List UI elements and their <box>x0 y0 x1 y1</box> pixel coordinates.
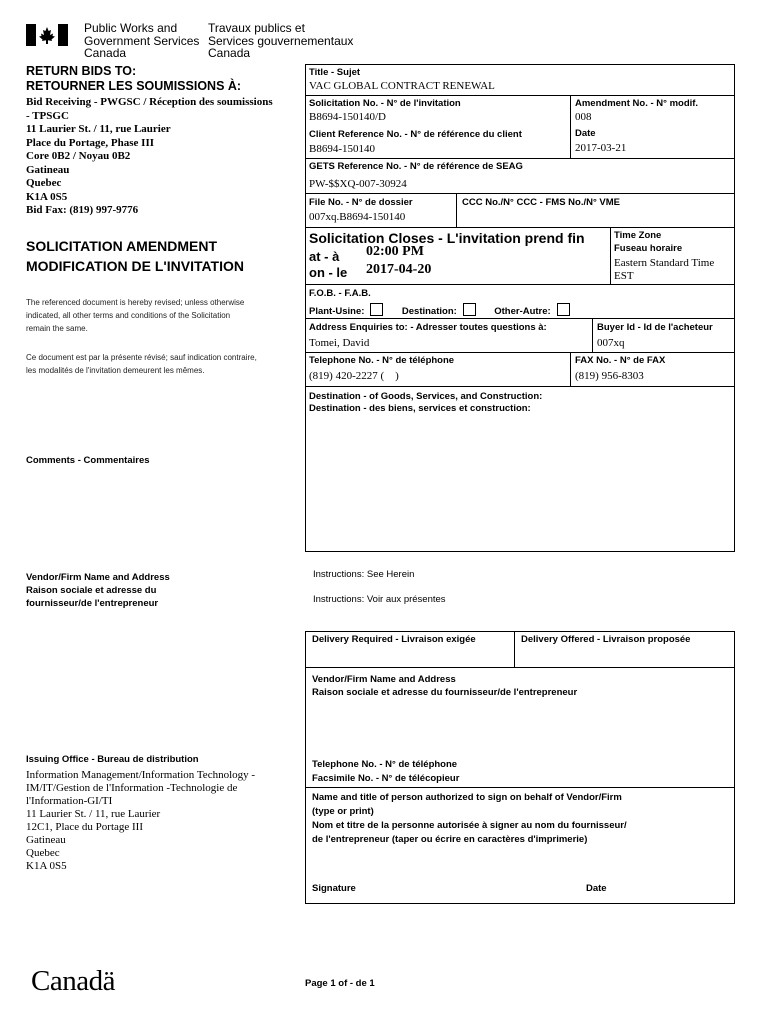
date-label: Date <box>575 128 596 139</box>
close-time-value: 02:00 PM <box>366 244 424 259</box>
plant-checkbox[interactable] <box>370 303 383 316</box>
destination-goods-label: Destination - of Goods, Services, and Construction: Destination - des biens, services et construction: <box>309 391 543 414</box>
authorized-signer-label: Name and title of person authorized to sign on behalf of Vendor/Firm (type or print) Nom et titre de la personne autorisée à signer au nom du fournisseur/ de l'entrepreneur (taper ou écrire en caractères d'imprimerie) <box>312 792 627 845</box>
time-zone-value: Eastern Standard Time <box>614 257 715 269</box>
amendment-note-fr: Ce document est par la présente révisé; sauf indication contraire, les modalités de l'invitation demeurent les mêmes. <box>26 353 257 375</box>
address-enquiries-label: Address Enquiries to: - Adresser toutes questions à: <box>309 322 547 333</box>
close-date-value: 2017-04-20 <box>366 262 432 277</box>
fax-label: FAX No. - N° de FAX <box>575 355 666 366</box>
time-zone-fr-label: Fuseau horaire <box>614 243 683 254</box>
on-label: on - le <box>309 265 348 280</box>
fax-value: (819) 956-8303 <box>575 370 644 382</box>
at-label: at - à <box>309 249 340 264</box>
date-value: 2017-03-21 <box>575 142 627 154</box>
instructions-fr: Instructions: Voir aux présentes <box>313 594 446 605</box>
gets-ref-value: PW-$$XQ-007-30924 <box>309 178 407 190</box>
buyer-id-label: Buyer Id - Id de l'acheteur <box>597 322 713 333</box>
client-ref-value: B8694-150140 <box>309 143 375 155</box>
issuing-office-label: Issuing Office - Bureau de distribution <box>26 754 199 765</box>
destination-option-label: Destination: <box>401 306 457 317</box>
department-name-fr: Travaux publics et Services gouvernementaux Canada <box>208 21 354 60</box>
title-value: VAC GLOBAL CONTRACT RENEWAL <box>309 80 495 92</box>
vendor-firm-label: Vendor/Firm Name and Address Raison sociale et adresse du fournisseur/de l'entrepreneur <box>312 674 578 698</box>
vendor-telephone-label: Telephone No. - N° de téléphone <box>312 759 458 770</box>
issuing-office-address: Information Management/Information Technology - IM/IT/Gestion de l'Information -Technologie de l'Information-GI/TI 11 Laurier St. / 11, rue Laurier 12C1, Place du Portage III Gatineau Quebec K1A 0S5 <box>26 769 256 872</box>
solicitation-no-value: B8694-150140/D <box>309 111 386 123</box>
return-bids-title: RETURN BIDS TO: RETOURNER LES SOUMISSIONS À: <box>26 64 242 93</box>
amendment-no-value: 008 <box>575 111 592 123</box>
comments-label: Comments - Commentaires <box>26 455 150 466</box>
fob-options <box>309 301 576 319</box>
client-ref-label: Client Reference No. - N° de référence du client <box>309 129 522 140</box>
signature-date-label: Date <box>586 883 607 894</box>
time-zone-abbr: EST <box>614 270 634 282</box>
canada-wordmark: Canadä <box>31 965 115 997</box>
other-label: Other-Autre: <box>494 306 551 317</box>
signature-label: Signature <box>312 883 356 894</box>
telephone-label: Telephone No. - N° de téléphone <box>309 355 455 366</box>
vendor-firm-label-left: Vendor/Firm Name and Address Raison sociale et adresse du fournisseur/de l'entrepreneur <box>26 572 170 609</box>
solicitation-no-label: Solicitation No. - N° de l'invitation <box>309 98 461 109</box>
amendment-no-label: Amendment No. - N° modif. <box>575 98 699 109</box>
gets-ref-label: GETS Reference No. - N° de référence de SEAG <box>309 161 523 172</box>
address-enquiries-value: Tomei, David <box>309 337 370 349</box>
department-name-en: Public Works and Government Services Canada <box>84 21 200 60</box>
delivery-required-label: Delivery Required - Livraison exigée <box>312 634 476 645</box>
page-number: Page 1 of - de 1 <box>305 978 375 989</box>
amendment-title: SOLICITATION AMENDMENT MODIFICATION DE L'INVITATION <box>26 238 244 274</box>
amendment-note-en: The referenced document is hereby revised; unless otherwise indicated, all other terms and conditions of the Solicitation remain the same. <box>26 298 245 333</box>
other-checkbox[interactable] <box>557 303 570 316</box>
title-label: Title - Sujet <box>309 67 361 78</box>
file-no-value: 007xq.B8694-150140 <box>309 211 406 223</box>
time-zone-label: Time Zone <box>614 230 662 241</box>
file-no-label: File No. - N° de dossier <box>309 197 413 208</box>
plant-label: Plant-Usine: <box>309 306 365 317</box>
canada-flag-logo <box>26 24 68 46</box>
destination-checkbox[interactable] <box>463 303 476 316</box>
vendor-facsimile-label: Facsimile No. - N° de télécopieur <box>312 773 460 784</box>
ccc-no-label: CCC No./N° CCC - FMS No./N° VME <box>462 197 621 208</box>
delivery-offered-label: Delivery Offered - Livraison proposée <box>521 634 691 645</box>
fob-label: F.O.B. - F.A.B. <box>309 288 371 299</box>
instructions-en: Instructions: See Herein <box>313 569 415 580</box>
buyer-id-value: 007xq <box>597 337 625 349</box>
telephone-value: (819) 420-2227 ( ) <box>309 370 399 382</box>
return-bids-address: Bid Receiving - PWGSC / Réception des soumissions - TPSGC 11 Laurier St. / 11, rue Laurier Place du Portage, Phase III Core 0B2 / Noyau 0B2 Gatineau Quebec K1A 0S5 Bid Fax: (819) 997-9776 <box>26 96 273 216</box>
solicitation-closes-label: Solicitation Closes - L'invitation prend fin <box>309 230 585 246</box>
